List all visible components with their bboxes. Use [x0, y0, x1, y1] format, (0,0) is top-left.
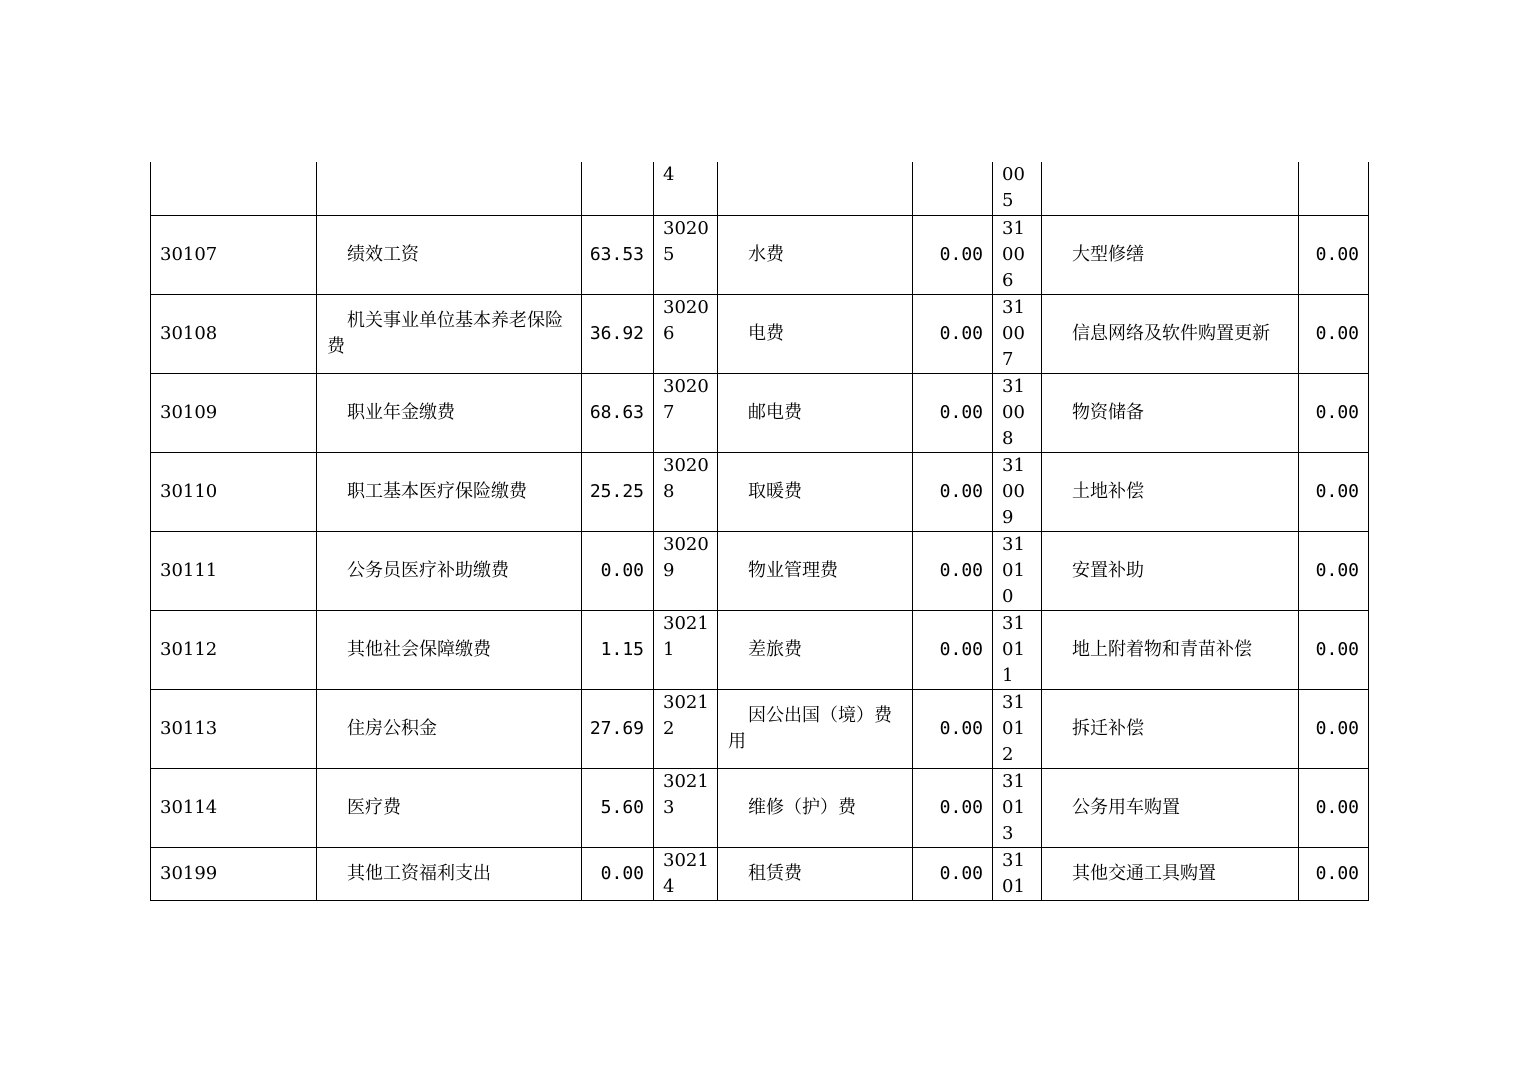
code3-part: 31: [1002, 770, 1025, 792]
cell-name2: 租赁费: [718, 847, 913, 900]
table-row: [151, 215, 1369, 294]
cell-amt3: 0.00: [1299, 768, 1369, 847]
code3-part: 31: [1002, 849, 1025, 871]
code3-part: 00: [1002, 480, 1025, 502]
cell-code3: [993, 452, 1042, 531]
code3-part: 6: [1002, 269, 1014, 291]
cell-name2: 邮电费: [718, 373, 913, 452]
cell-code3: [993, 610, 1042, 689]
cell-code2: [654, 162, 718, 215]
cell-code3: [993, 162, 1042, 215]
table-row: [151, 689, 1369, 768]
cell-name3: 地上附着物和青苗补偿: [1042, 610, 1299, 689]
cell-name3: 拆迁补偿: [1042, 689, 1299, 768]
table-row: [151, 452, 1369, 531]
cell-code2: [654, 847, 718, 900]
code3-part: 01: [1002, 875, 1025, 897]
cell-code1: 30113: [151, 689, 317, 768]
code3-part: 5: [1002, 190, 1014, 211]
cell-amt3: 0.00: [1299, 294, 1369, 373]
table-row: [151, 531, 1369, 610]
cell-name3: [1042, 162, 1299, 215]
code3-part: 01: [1002, 717, 1025, 739]
cell-name3: 其他交通工具购置: [1042, 847, 1299, 900]
cell-code1: 30110: [151, 452, 317, 531]
code2-part: 3020: [663, 454, 709, 476]
code3-part: 31: [1002, 296, 1025, 318]
cell-amt1: 63.53: [582, 215, 654, 294]
code2-part: 3020: [663, 375, 709, 397]
cell-name1: 绩效工资: [317, 215, 582, 294]
cell-amt3: [1299, 162, 1369, 215]
cell-name3: 物资储备: [1042, 373, 1299, 452]
code3-part: 1: [1002, 664, 1014, 686]
code3-part: 31: [1002, 533, 1025, 555]
code3-part: 00: [1002, 401, 1025, 423]
cell-amt1: 0.00: [582, 531, 654, 610]
cell-name2: 电费: [718, 294, 913, 373]
table-row-continuation: [151, 162, 1369, 215]
cell-amt2: [913, 162, 993, 215]
cell-amt2: 0.00: [913, 294, 993, 373]
code3-part: 31: [1002, 691, 1025, 713]
cell-amt2: 0.00: [913, 689, 993, 768]
code2-part: 6: [663, 322, 675, 344]
cell-code3: [993, 294, 1042, 373]
code3-part: 31: [1002, 375, 1025, 397]
cell-code1: 30111: [151, 531, 317, 610]
cell-code2: [654, 531, 718, 610]
cell-name3: 大型修缮: [1042, 215, 1299, 294]
cell-code1: 30114: [151, 768, 317, 847]
code3-part: 9: [1002, 506, 1014, 528]
cell-name1: 机关事业单位基本养老保险费: [317, 294, 582, 373]
code2-part: 8: [663, 480, 675, 502]
cell-amt3: 0.00: [1299, 452, 1369, 531]
cell-amt1: [582, 162, 654, 215]
code3-part: 00: [1002, 243, 1025, 265]
cell-name1: 职工基本医疗保险缴费: [317, 452, 582, 531]
code2-part: 3021: [663, 849, 709, 871]
code3-part: 00: [1002, 164, 1025, 185]
cell-code1: 30109: [151, 373, 317, 452]
code2-part: 2: [663, 717, 675, 739]
cell-amt1: 36.92: [582, 294, 654, 373]
cell-amt3: 0.00: [1299, 689, 1369, 768]
cell-amt2: 0.00: [913, 610, 993, 689]
cell-amt3: 0.00: [1299, 531, 1369, 610]
cell-code3: [993, 689, 1042, 768]
cell-name2: 因公出国（境）费用: [718, 689, 913, 768]
cell-name2: 差旅费: [718, 610, 913, 689]
cell-amt2: 0.00: [913, 215, 993, 294]
code3-part: 00: [1002, 322, 1025, 344]
cell-amt3: 0.00: [1299, 215, 1369, 294]
code2-part: 3020: [663, 217, 709, 239]
cell-amt3: 0.00: [1299, 847, 1369, 900]
cell-amt1: 1.15: [582, 610, 654, 689]
code2-part: 3021: [663, 770, 709, 792]
cell-amt1: 27.69: [582, 689, 654, 768]
code3-part: 01: [1002, 796, 1025, 818]
code2-tail: 4: [663, 164, 675, 185]
cell-name3: 安置补助: [1042, 531, 1299, 610]
code2-part: 3020: [663, 296, 709, 318]
code3-part: 8: [1002, 427, 1014, 449]
code3-part: 2: [1002, 743, 1014, 765]
cell-name2: [718, 162, 913, 215]
budget-table: [150, 162, 1369, 901]
cell-code3: [993, 768, 1042, 847]
cell-name1: 住房公积金: [317, 689, 582, 768]
code2-part: 5: [663, 243, 675, 265]
cell-name2: 水费: [718, 215, 913, 294]
cell-code1: 30108: [151, 294, 317, 373]
code3-part: 31: [1002, 217, 1025, 239]
code3-part: 7: [1002, 348, 1014, 370]
cell-name1: 其他工资福利支出: [317, 847, 582, 900]
cell-amt3: 0.00: [1299, 610, 1369, 689]
cell-name1: 其他社会保障缴费: [317, 610, 582, 689]
cell-amt2: 0.00: [913, 847, 993, 900]
cell-code3: [993, 531, 1042, 610]
code2-part: 7: [663, 401, 675, 423]
code2-part: 3021: [663, 612, 709, 634]
code2-part: 3021: [663, 691, 709, 713]
code3-part: 31: [1002, 612, 1025, 634]
code2-part: 3: [663, 796, 675, 818]
cell-amt1: 68.63: [582, 373, 654, 452]
cell-name1: 医疗费: [317, 768, 582, 847]
table-row: [151, 610, 1369, 689]
code2-part: 9: [663, 559, 675, 581]
cell-code2: [654, 452, 718, 531]
code2-part: 4: [663, 875, 675, 897]
code3-part: 31: [1002, 454, 1025, 476]
cell-code3: [993, 847, 1042, 900]
cell-name3: 土地补偿: [1042, 452, 1299, 531]
table-row: [151, 768, 1369, 847]
cell-amt3: 0.00: [1299, 373, 1369, 452]
cell-code1: 30107: [151, 215, 317, 294]
cell-amt1: 5.60: [582, 768, 654, 847]
cell-name3: 公务用车购置: [1042, 768, 1299, 847]
cell-name1: [317, 162, 582, 215]
code2-part: 3020: [663, 533, 709, 555]
cell-amt2: 0.00: [913, 373, 993, 452]
table-row: [151, 294, 1369, 373]
cell-code3: [993, 373, 1042, 452]
code3-part: 01: [1002, 559, 1025, 581]
code3-part: 01: [1002, 638, 1025, 660]
cell-name2: 取暖费: [718, 452, 913, 531]
code2-part: 1: [663, 638, 675, 660]
cell-code2: [654, 610, 718, 689]
cell-amt1: 0.00: [582, 847, 654, 900]
cell-code2: [654, 373, 718, 452]
code3-part: 0: [1002, 585, 1014, 607]
cell-name2: 维修（护）费: [718, 768, 913, 847]
cell-code2: [654, 768, 718, 847]
table-row: [151, 373, 1369, 452]
cell-code1: 30199: [151, 847, 317, 900]
cell-amt1: 25.25: [582, 452, 654, 531]
cell-name2: 物业管理费: [718, 531, 913, 610]
cell-code1: [151, 162, 317, 215]
cell-code2: [654, 215, 718, 294]
cell-amt2: 0.00: [913, 531, 993, 610]
cell-name1: 职业年金缴费: [317, 373, 582, 452]
cell-amt2: 0.00: [913, 768, 993, 847]
cell-code3: [993, 215, 1042, 294]
cell-code1: 30112: [151, 610, 317, 689]
cell-name3: 信息网络及软件购置更新: [1042, 294, 1299, 373]
table-row: [151, 847, 1369, 900]
code3-part: 3: [1002, 822, 1014, 844]
cell-code2: [654, 294, 718, 373]
cell-amt2: 0.00: [913, 452, 993, 531]
cell-name1: 公务员医疗补助缴费: [317, 531, 582, 610]
cell-code2: [654, 689, 718, 768]
